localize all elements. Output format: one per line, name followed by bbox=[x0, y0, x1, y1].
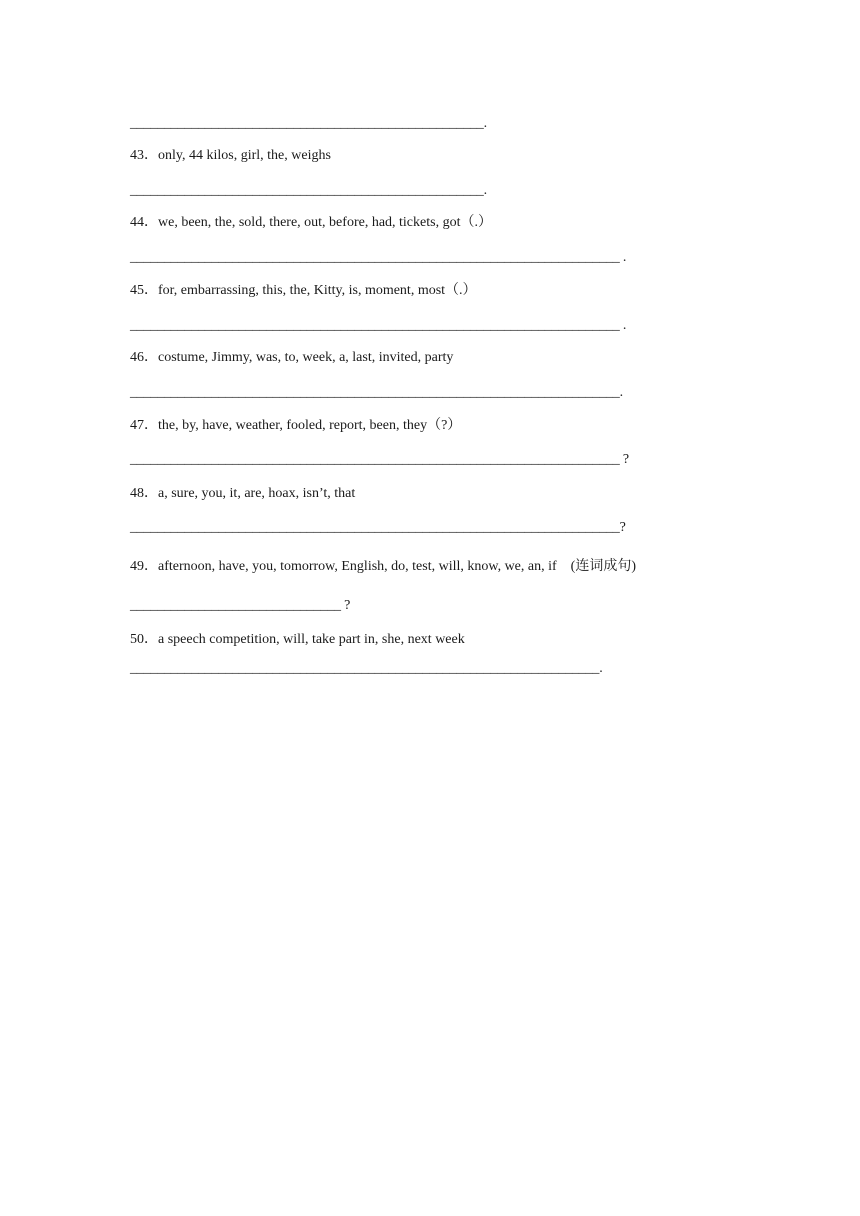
answer-line-45: ________________________________________________________________________ . bbox=[130, 318, 627, 333]
question-45: 45．for, embarrassing, this, the, Kitty, is, moment, most（.） bbox=[130, 283, 477, 298]
answer-line-42: ____________________________________________________. bbox=[130, 116, 487, 131]
answer-line-43: ____________________________________________________. bbox=[130, 183, 487, 198]
question-46: 46．costume, Jimmy, was, to, week, a, last, invited, party bbox=[130, 350, 454, 365]
question-43: 43．only, 44 kilos, girl, the, weighs bbox=[130, 148, 331, 163]
answer-line-49: _______________________________ ? bbox=[130, 598, 351, 613]
question-47: 47．the, by, have, weather, fooled, report, been, they（?） bbox=[130, 418, 462, 433]
question-44: 44．we, been, the, sold, there, out, before, had, tickets, got（.） bbox=[130, 215, 492, 230]
answer-line-46: ________________________________________________________________________. bbox=[130, 385, 623, 400]
question-49: 49．afternoon, have, you, tomorrow, English, do, test, will, know, we, an, if (连词成句) bbox=[130, 559, 636, 574]
answer-line-48: ________________________________________________________________________? bbox=[130, 520, 626, 535]
answer-line-44: ________________________________________________________________________ . bbox=[130, 250, 627, 265]
question-50: 50．a speech competition, will, take part in, she, next week bbox=[130, 632, 465, 647]
answer-line-47: ________________________________________________________________________ ? bbox=[130, 452, 629, 467]
answer-line-50: _____________________________________________________________________. bbox=[130, 661, 603, 676]
question-48: 48．a, sure, you, it, are, hoax, isn’t, that bbox=[130, 486, 356, 501]
